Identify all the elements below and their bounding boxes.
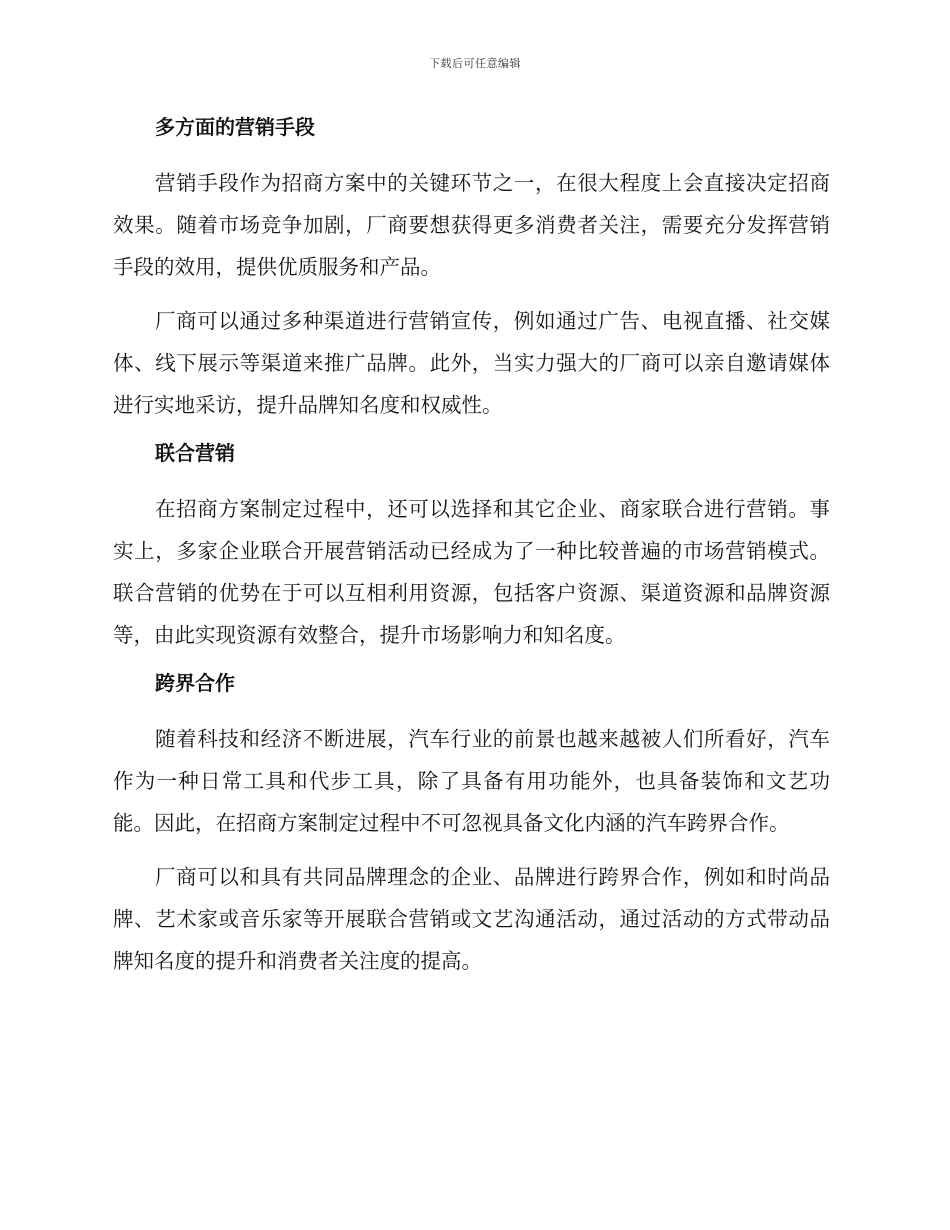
section-heading: 多方面的营销手段 xyxy=(155,115,315,139)
header-note: 下载后可任意编辑 xyxy=(429,57,521,70)
paragraph: 随着科技和经济不断进展，汽车行业的前景也越来越被人们所看好，汽车作为一种日常工具和代步工具，除了具备有用功能外，也具备装饰和文艺功能。因此，在招商方案制定过程中不可忽视具备文化内涵的汽车跨界合作。 xyxy=(113,727,830,835)
section-heading: 联合营销 xyxy=(155,441,235,465)
section-heading: 跨界合作 xyxy=(155,671,235,695)
document-body xyxy=(113,112,830,994)
paragraph: 营销手段作为招商方案中的关键环节之一，在很大程度上会直接决定招商效果。随着市场竞争加剧，厂商要想获得更多消费者关注，需要充分发挥营销手段的效用，提供优质服务和产品。 xyxy=(113,171,830,279)
section-cross-border-cooperation xyxy=(113,668,830,982)
paragraph: 厂商可以通过多种渠道进行营销宣传，例如通过广告、电视直播、社交媒体、线下展示等渠道来推广品牌。此外，当实力强大的厂商可以亲自邀请媒体进行实地采访，提升品牌知名度和权威性。 xyxy=(113,309,830,417)
paragraph: 厂商可以和具有共同品牌理念的企业、品牌进行跨界合作，例如和时尚品牌、艺术家或音乐家等开展联合营销或文艺沟通活动，通过活动的方式带动品牌知名度的提升和消费者关注度的提高。 xyxy=(113,865,830,973)
paragraph: 在招商方案制定过程中，还可以选择和其它企业、商家联合进行营销。事实上，多家企业联合开展营销活动已经成为了一种比较普遍的市场营销模式。联合营销的优势在于可以互相利用资源，包括客户资源、渠道资源和品牌资源等，由此实现资源有效整合，提升市场影响力和知名度。 xyxy=(113,497,830,647)
section-multi-channel-marketing xyxy=(113,112,830,426)
section-joint-marketing xyxy=(113,438,830,656)
